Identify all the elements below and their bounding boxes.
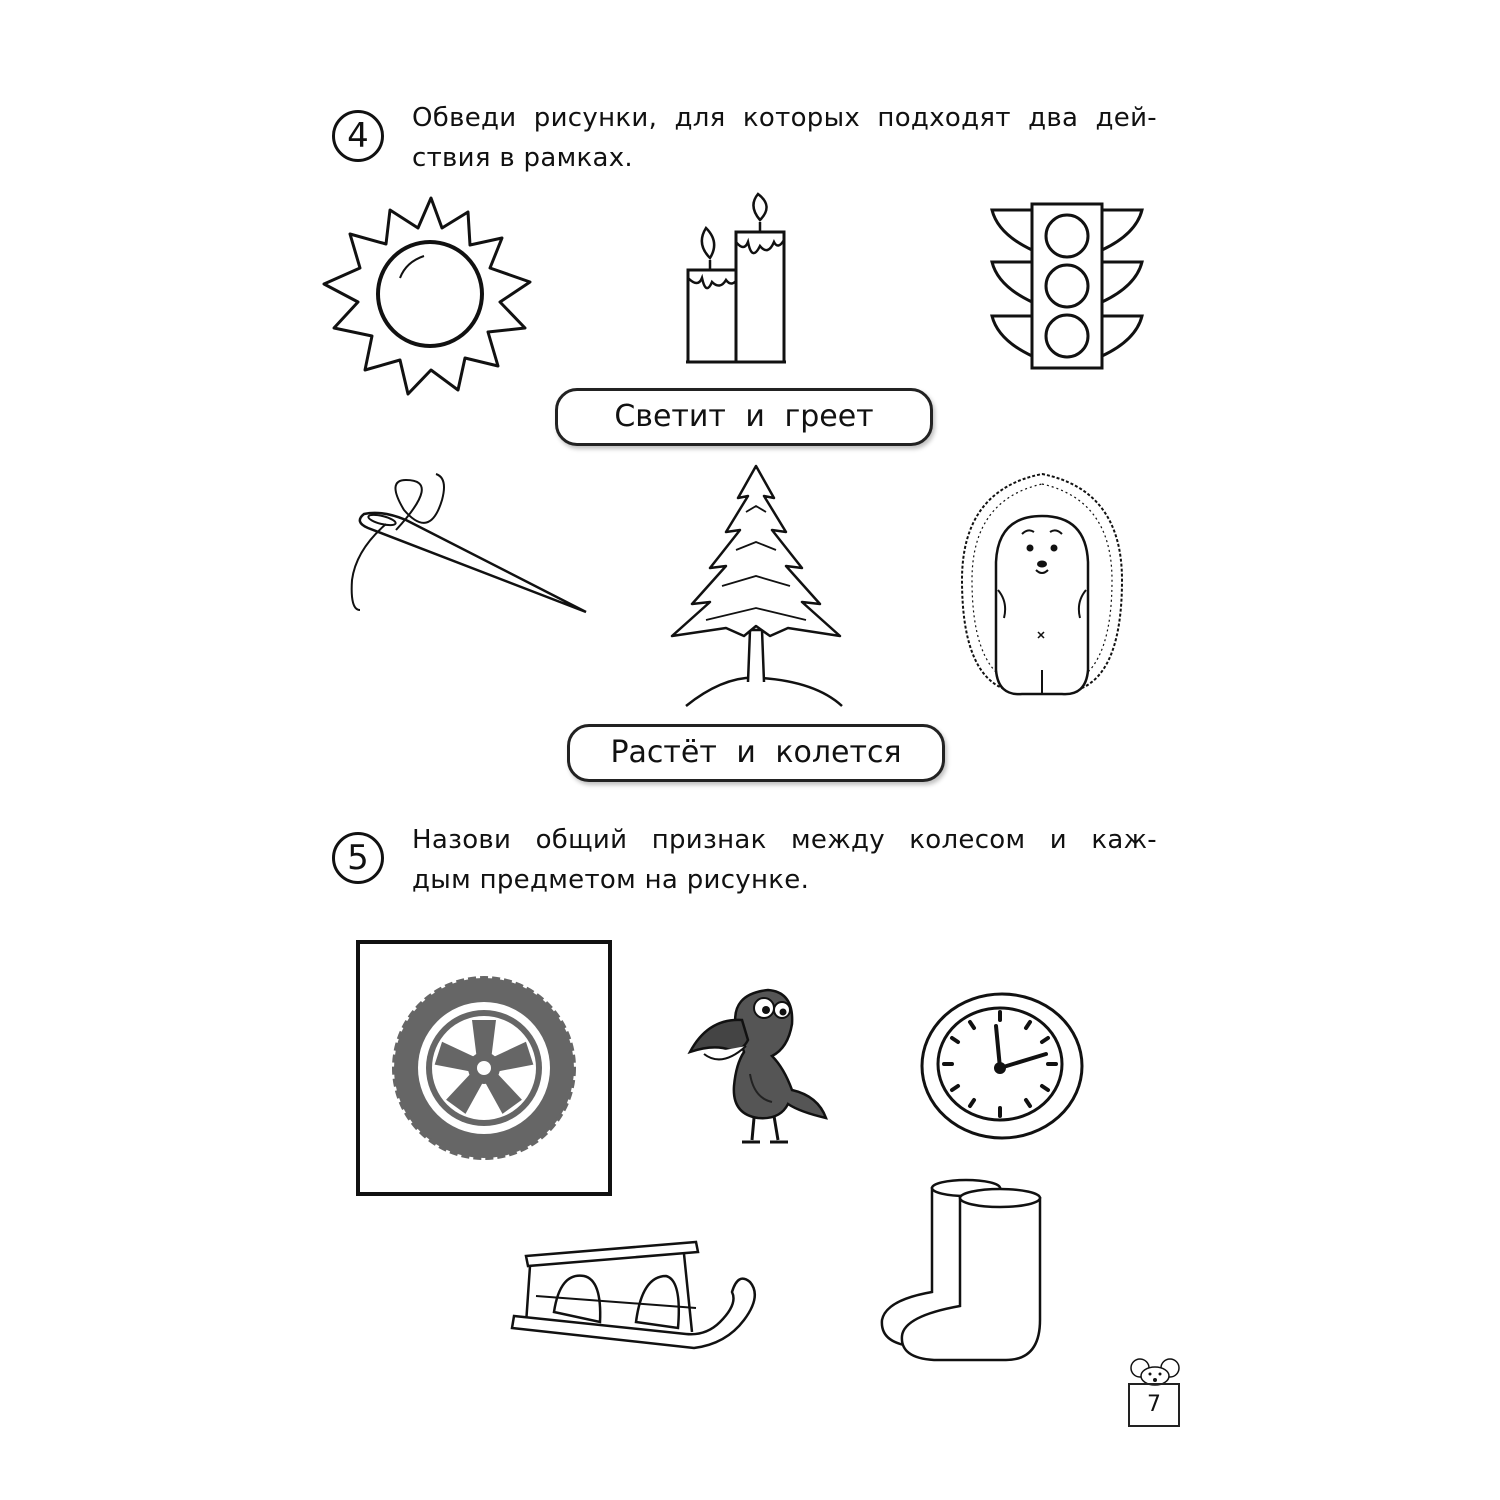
task-5-instruction-line1: Назови общий признак между колесом и каж- bbox=[412, 825, 1157, 855]
candles-picture[interactable] bbox=[680, 192, 792, 370]
rubber-boots-picture[interactable] bbox=[876, 1174, 1046, 1364]
crow-picture[interactable] bbox=[688, 978, 828, 1150]
hedgehog-picture[interactable] bbox=[958, 470, 1126, 700]
wheel-picture[interactable] bbox=[392, 976, 576, 1160]
traffic-light-picture[interactable] bbox=[988, 200, 1146, 370]
task-4-instruction-line1: Обведи рисунки, для которых подходят два дей- bbox=[412, 103, 1157, 133]
task-4-instruction-line2: ствия в рамках. bbox=[412, 143, 633, 173]
task-5-instruction-line2: дым предметом на рисунке. bbox=[412, 865, 810, 895]
fir-tree-picture[interactable] bbox=[666, 460, 846, 712]
needle-with-thread-picture[interactable] bbox=[346, 470, 590, 618]
task-4-instruction bbox=[412, 98, 1157, 178]
task-4-number: 4 bbox=[332, 110, 384, 162]
action-label-shines-and-warms: Светит и греет bbox=[555, 388, 933, 446]
action-label-grows-and-pricks: Растёт и колется bbox=[567, 724, 945, 782]
sun-picture[interactable] bbox=[320, 190, 542, 396]
task-5-instruction bbox=[412, 820, 1157, 900]
task-5-number: 5 bbox=[332, 832, 384, 884]
sled-picture[interactable] bbox=[506, 1236, 770, 1360]
mouse-icon bbox=[1126, 1356, 1184, 1386]
wall-clock-picture[interactable] bbox=[920, 992, 1084, 1140]
page-number: 7 bbox=[1128, 1383, 1180, 1427]
